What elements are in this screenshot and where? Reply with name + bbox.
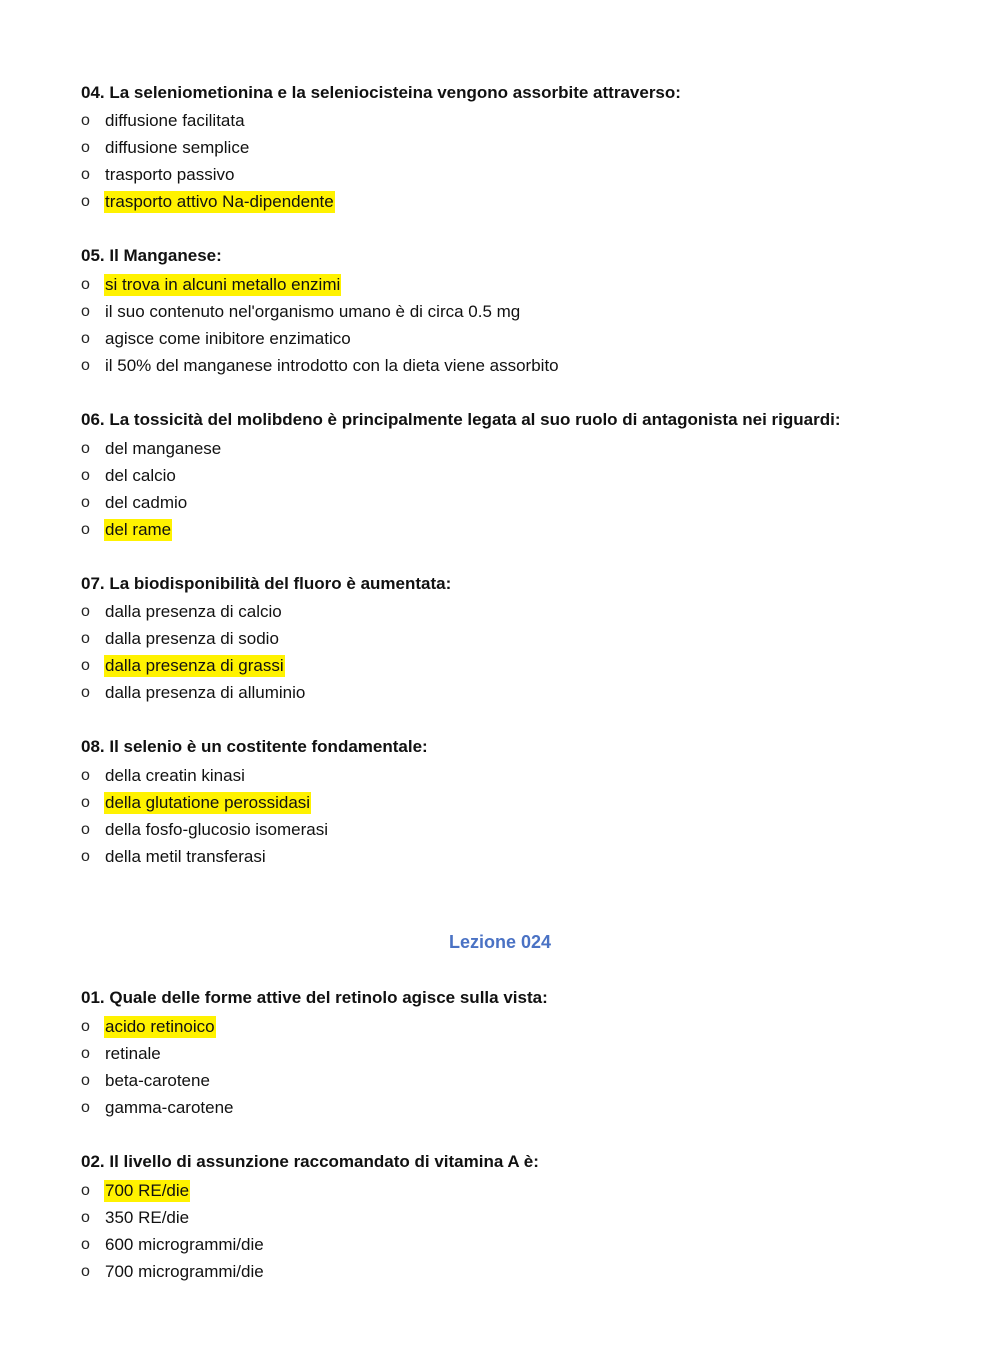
answer-text: trasporto passivo — [105, 165, 235, 184]
circle-bullet-icon: o — [81, 1045, 90, 1062]
circle-bullet-icon: o — [81, 767, 90, 784]
answer-text: gamma-carotene — [105, 1098, 234, 1117]
circle-bullet-icon: o — [81, 1099, 90, 1116]
answer-text: retinale — [105, 1044, 161, 1063]
question-text: 08. Il selenio è un costitente fondamentale: — [81, 737, 428, 756]
circle-bullet-icon: o — [81, 139, 90, 156]
answer-text: diffusione facilitata — [105, 111, 245, 130]
circle-bullet-icon: o — [81, 303, 90, 320]
highlighted-answer-text: si trova in alcuni metallo enzimi — [105, 275, 341, 294]
answer-text: della fosfo-glucosio isomerasi — [105, 820, 328, 839]
circle-bullet-icon: o — [81, 1182, 90, 1199]
answer-text: del cadmio — [105, 493, 188, 512]
answer-text: dalla presenza di alluminio — [105, 683, 306, 702]
circle-bullet-icon: o — [81, 467, 90, 484]
circle-bullet-icon: o — [81, 521, 90, 538]
circle-bullet-icon: o — [81, 848, 90, 865]
highlighted-answer-text: trasporto attivo Na-dipendente — [105, 192, 334, 211]
circle-bullet-icon: o — [81, 794, 90, 811]
circle-bullet-icon: o — [81, 357, 90, 374]
circle-bullet-icon: o — [81, 1236, 90, 1253]
circle-bullet-icon: o — [81, 684, 90, 701]
question-text: 05. Il Manganese: — [81, 246, 222, 265]
question-text: 01. Quale delle forme attive del retinolo agisce sulla vista: — [81, 988, 548, 1007]
circle-bullet-icon: o — [81, 193, 90, 210]
circle-bullet-icon: o — [81, 1018, 90, 1035]
answer-text: 700 microgrammi/die — [105, 1262, 264, 1281]
answer-text: dalla presenza di sodio — [105, 629, 279, 648]
answer-text: agisce come inibitore enzimatico — [105, 329, 351, 348]
answer-text: 350 RE/die — [105, 1208, 190, 1227]
question-text: 04. La seleniometionina e la seleniocisteina vengono assorbite attraverso: — [81, 83, 681, 102]
circle-bullet-icon: o — [81, 821, 90, 838]
circle-bullet-icon: o — [81, 112, 90, 129]
answer-text: della creatin kinasi — [105, 766, 245, 785]
question-text: 07. La biodisponibilità del fluoro è aumentata: — [81, 574, 452, 593]
answer-text: della metil transferasi — [105, 847, 266, 866]
question-text: 02. Il livello di assunzione raccomandato di vitamina A è: — [81, 1152, 539, 1171]
answer-text: del calcio — [105, 466, 176, 485]
answer-text: del manganese — [105, 439, 222, 458]
circle-bullet-icon: o — [81, 657, 90, 674]
answer-text: il 50% del manganese introdotto con la dieta viene assorbito — [105, 356, 559, 375]
answer-text: dalla presenza di calcio — [105, 602, 282, 621]
highlighted-answer-text: del rame — [105, 520, 172, 539]
highlighted-answer-text: dalla presenza di grassi — [105, 656, 284, 675]
answer-text: beta-carotene — [105, 1071, 210, 1090]
circle-bullet-icon: o — [81, 330, 90, 347]
highlighted-answer-text: della glutatione perossidasi — [105, 793, 311, 812]
circle-bullet-icon: o — [81, 166, 90, 183]
circle-bullet-icon: o — [81, 440, 90, 457]
answer-text: il suo contenuto nel'organismo umano è di circa 0.5 mg — [105, 302, 521, 321]
circle-bullet-icon: o — [81, 603, 90, 620]
circle-bullet-icon: o — [81, 1209, 90, 1226]
highlighted-answer-text: 700 RE/die — [105, 1181, 190, 1200]
circle-bullet-icon: o — [81, 494, 90, 511]
circle-bullet-icon: o — [81, 1072, 90, 1089]
circle-bullet-icon: o — [81, 630, 90, 647]
highlighted-answer-text: acido retinoico — [105, 1017, 215, 1036]
lesson-title: Lezione 024 — [448, 932, 552, 952]
question-text: 06. La tossicità del molibdeno è principalmente legata al suo ruolo di antagonista nei riguardi: — [81, 410, 841, 429]
circle-bullet-icon: o — [81, 1263, 90, 1280]
answer-text: 600 microgrammi/die — [105, 1235, 264, 1254]
circle-bullet-icon: o — [81, 276, 90, 293]
answer-text: diffusione semplice — [105, 138, 250, 157]
